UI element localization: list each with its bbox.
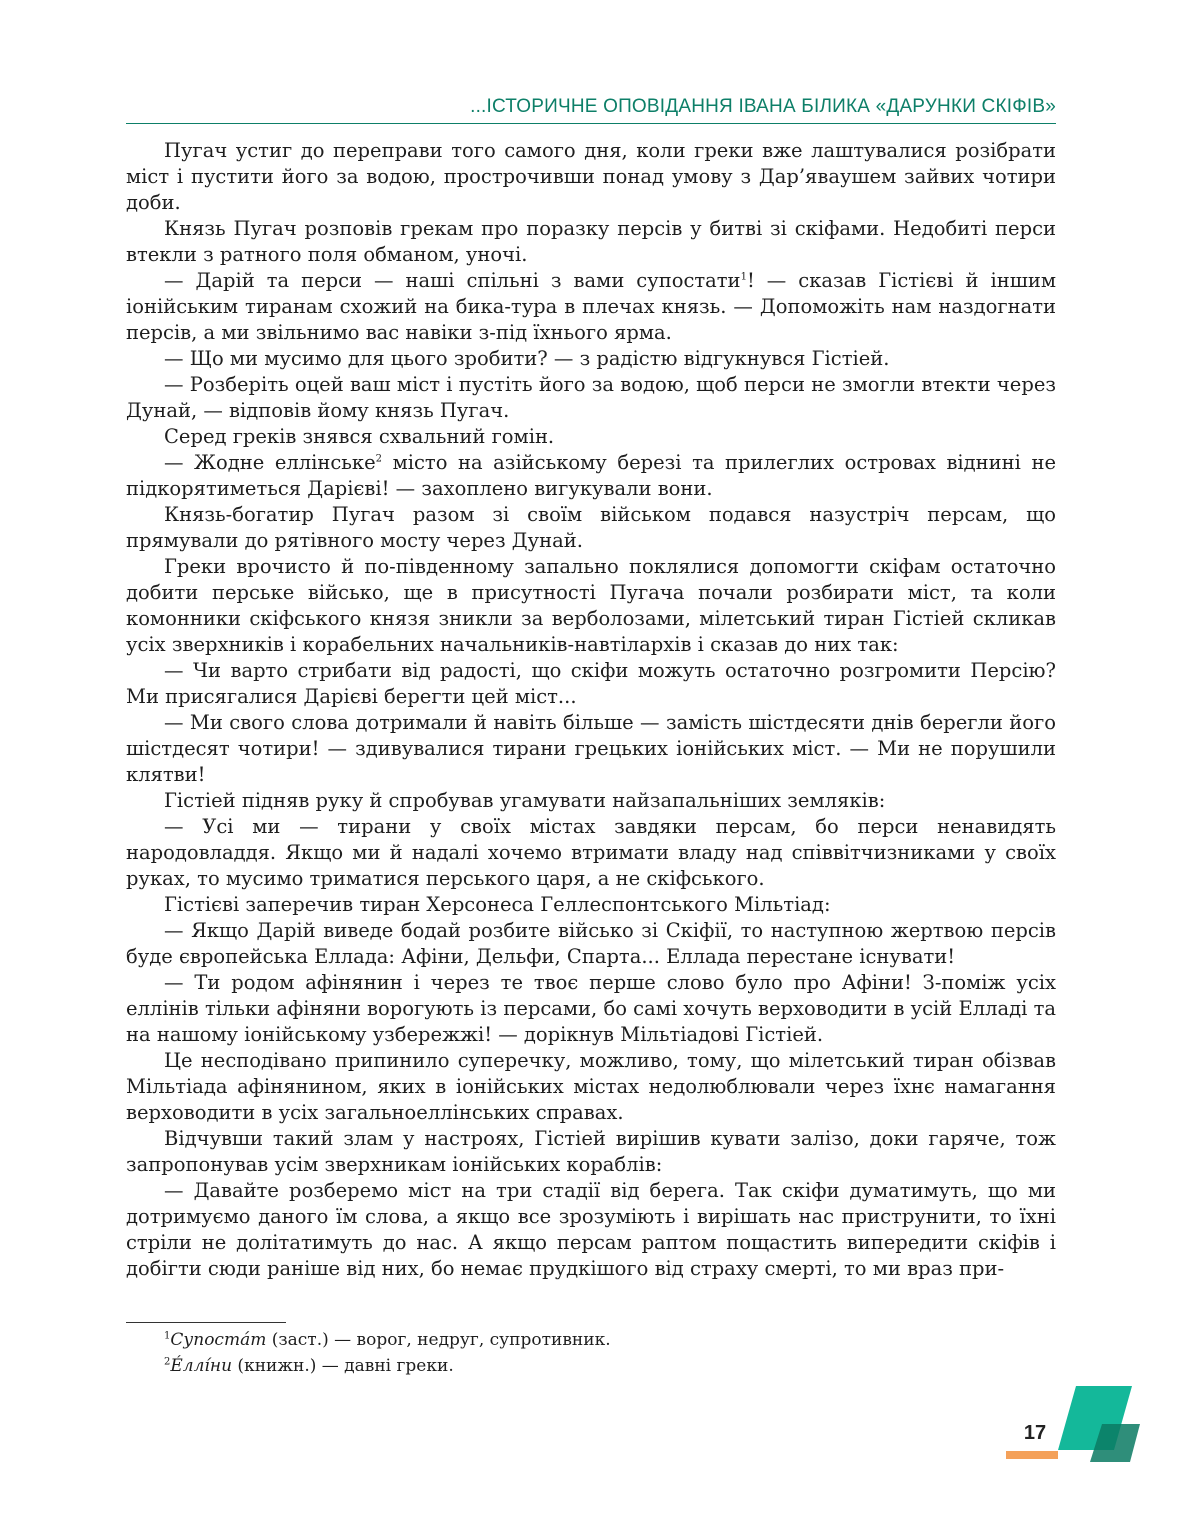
paragraph: — Давайте розберемо міст на три стадії від берега. Так скіфи думатимуть, що ми дотримуємо даного їм слова, а якщо все зрозуміють і вирішать нас приструнити, то їхні стріли не долітатимуть до нас. А якщо персам раптом пощастить випередити скіфів і добігти сюди раніше від них, бо немає прудкішого від страху смерті, то ми враз при- [126,1179,1056,1280]
paragraph: Це несподівано припинило суперечку, можливо, тому, що мілетський тиран обізвав Мільтіада афінянином, яких в іонійських містах недолюблювали через їхнє намагання верховодити в усіх загальноеллінських справах. [126,1049,1056,1124]
page-number: 17 [1023,1422,1047,1444]
paragraph: — Чи варто стрибати від радості, що скіфи можуть остаточно розгромити Персію? Ми присягалися Дарієві берегти цей міст... [126,659,1056,708]
footnote: $^1$Супостáт (заст.) — ворог, недруг, супротивник. [164,1330,611,1350]
paragraph: Князь-богатир Пугач разом зі своїм військом подався назустріч персам, що прямували до рятівного мосту через Дунай. [126,503,1056,552]
running-header: ...ІСТОРИЧНЕ ОПОВІДАННЯ ІВАНА БІЛИКА «ДАРУНКИ СКІФІВ» [470,96,1056,117]
paragraph: — Ми свого слова дотримали й навіть більше — замість шістдесяти днів берегли його шістдесят чотири! — здивувалися тирани грецьких іонійських міст. — Ми не порушили клятви! [126,711,1056,786]
corner-decoration-icon [1058,1386,1140,1462]
footnote-divider [126,1322,286,1323]
paragraph: Серед греків знявся схвальний гомін. [164,425,555,448]
footnote-ref[interactable]: 2 [375,453,383,465]
paragraph: — Дарій та перси — наші спільні з вами супостати$^1$! — сказав Гістієві й іншим іонійським тиранам схожий на бика-тура в плечах князь. — Допоможіть нам наздогнати персів, а ми звільнимо вас навіки з-під їхнього ярма. [126,269,1056,344]
footnote-term: Éллíни [170,1356,233,1376]
main-text [126,138,1056,1282]
paragraph: — Якщо Дарій виведе бодай розбите військо зі Скіфії, то наступною жертвою персів буде європейська Еллада: Афіни, Дельфи, Спарта... Еллада перестане існувати! [126,919,1056,968]
footnote-term: Супостáт [170,1330,267,1350]
header-divider [126,123,1056,124]
footnote: $^2$Éллíни (книжн.) — давні греки. [164,1356,454,1376]
paragraph: Князь Пугач розповів грекам про поразку персів у битві зі скіфами. Недобиті перси втекли з ратного поля обманом, уночі. [126,217,1056,266]
paragraph: Відчувши такий злам у настроях, Гістіей вирішив кувати залізо, доки гаряче, тож запропонував усім зверхникам іонійських кораблів: [126,1127,1056,1176]
paragraph: — Усі ми — тирани у своїх містах завдяки персам, бо перси ненавидять народовладдя. Якщо ми й надалі хочемо втримати владу над співвітчизниками у своїх руках, то мусимо триматися перського царя, а не скіфського. [126,815,1056,890]
paragraph: — Ти родом афінянин і через те твоє перше слово було про Афіни! З-поміж усіх еллінів тільки афіняни ворогують із персами, бо самі хочуть верховодити в усій Елладі та на нашому іонійському узбережжі! — дорікнув Мільтіадові Гістіей. [126,971,1056,1046]
paragraph: Гістіей підняв руку й спробував угамувати найзапальніших земляків: [164,789,886,812]
paragraph: Гістієві заперечив тиран Херсонеса Геллеспонтського Мільтіад: [164,893,831,916]
paragraph: — Жодне еллінське$^2$ місто на азійському березі та прилеглих островах віднині не підкорятиметься Дарієві! — захоплено вигукували вони. [126,451,1056,500]
footnote-ref[interactable]: 1 [740,271,747,283]
page-accent-bar [1006,1451,1058,1459]
paragraph: Греки врочисто й по-південному запально поклялися допомогти скіфам остаточно добити перське військо, ще в присутності Пугача почали розбирати міст, та коли комонники скіфського князя зникли за верболозами, мілетський тиран Гістіей скликав усіх зверхників і корабельних начальників-навтілархів і сказав до них так: [126,555,1056,656]
paragraph: Пугач устиг до переправи того самого дня, коли греки вже лаштувалися розібрати міст і пустити його за водою, прострочивши понад умову з Дар’яваушем зайвих чотири доби. [126,139,1056,214]
footnotes [164,1327,1044,1379]
paragraph: — Розберіть оцей ваш міст і пустіть його за водою, щоб перси не змогли втекти через Дунай, — відповів йому князь Пугач. [126,373,1056,422]
paragraph: — Що ми мусимо для цього зробити? — з радістю відгукнувся Гістіей. [164,347,890,370]
